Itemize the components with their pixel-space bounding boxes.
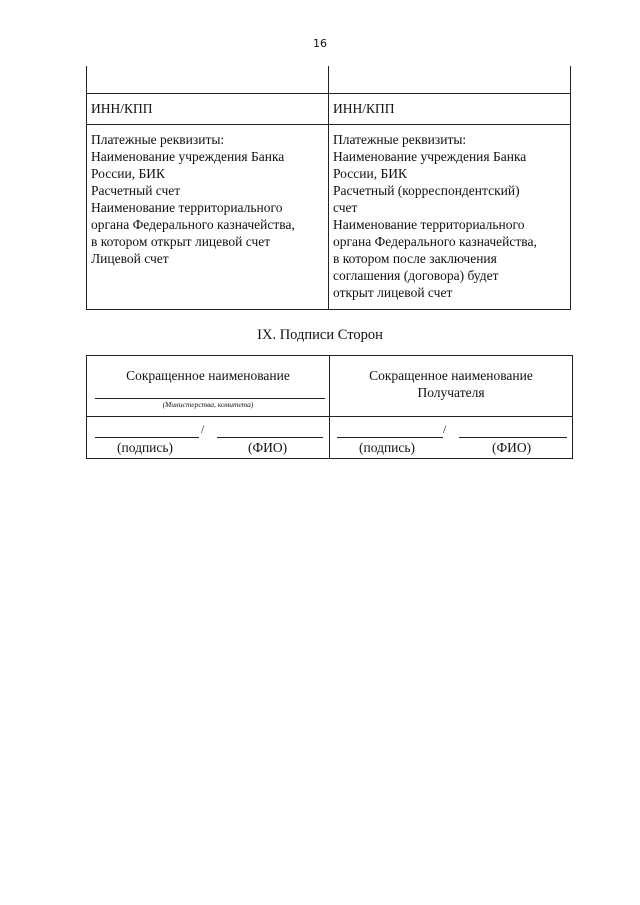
right-payment-cell — [329, 125, 571, 310]
left-signature-line — [95, 437, 199, 438]
right-signature-label: (подпись) — [359, 440, 416, 455]
payment-line: Наименование территориального — [91, 200, 283, 215]
right-title-line: Сокращенное наименование — [369, 368, 533, 383]
payment-line: в котором открыт лицевой счет — [91, 234, 271, 249]
payment-line: России, БИК — [333, 166, 407, 181]
inn-row — [87, 94, 571, 125]
right-fio-line — [459, 437, 567, 438]
payment-line: Лицевой счет — [91, 251, 169, 266]
payment-line: открыт лицевой счет — [333, 285, 453, 300]
right-fio-label: (ФИО) — [492, 440, 532, 455]
left-inn-cell — [87, 94, 329, 125]
right-signature-line — [337, 437, 443, 438]
left-slash: / — [201, 422, 205, 436]
left-payment-cell — [87, 125, 329, 310]
left-party-title: Сокращенное наименование — [126, 368, 290, 383]
payment-line: России, БИК — [91, 166, 165, 181]
payment-line: Наименование учреждения Банка — [333, 149, 527, 164]
payment-line: соглашения (договора) будет — [333, 268, 499, 283]
payment-line: Расчетный (корреспондентский) — [333, 183, 520, 198]
left-empty-cell — [87, 66, 329, 94]
payment-line: органа Федерального казначейства, — [333, 234, 537, 249]
right-slash: / — [443, 422, 447, 436]
table-continuation-row — [87, 66, 571, 94]
right-inn-label: ИНН/КПП — [333, 101, 395, 116]
left-name-line — [95, 398, 325, 399]
payment-line: в котором после заключения — [333, 251, 497, 266]
payment-line: Расчетный счет — [91, 183, 181, 198]
payment-line: счет — [333, 200, 358, 215]
left-inn-label: ИНН/КПП — [91, 101, 153, 116]
requisites-table — [86, 66, 571, 310]
left-fio-line — [217, 437, 323, 438]
left-fio-label: (ФИО) — [248, 440, 288, 455]
payment-row — [87, 125, 571, 310]
right-title-line: Получателя — [417, 385, 485, 400]
right-party-title — [330, 367, 572, 401]
left-name-hint: (Министерства, комитета) — [162, 400, 254, 409]
payment-line: органа Федерального казначейства, — [91, 217, 295, 232]
payment-line: Платежные реквизиты: — [91, 132, 225, 147]
page-number: 16 — [313, 37, 327, 50]
signatures-table — [86, 355, 573, 459]
left-signature-label: (подпись) — [117, 440, 174, 455]
section-heading: IX. Подписи Сторон — [257, 327, 383, 343]
payment-line: Наименование учреждения Банка — [91, 149, 285, 164]
payment-line: Платежные реквизиты: — [333, 132, 467, 147]
payment-line: Наименование территориального — [333, 217, 525, 232]
right-inn-cell — [329, 94, 571, 125]
row-divider — [87, 416, 572, 417]
right-empty-cell — [329, 66, 571, 94]
